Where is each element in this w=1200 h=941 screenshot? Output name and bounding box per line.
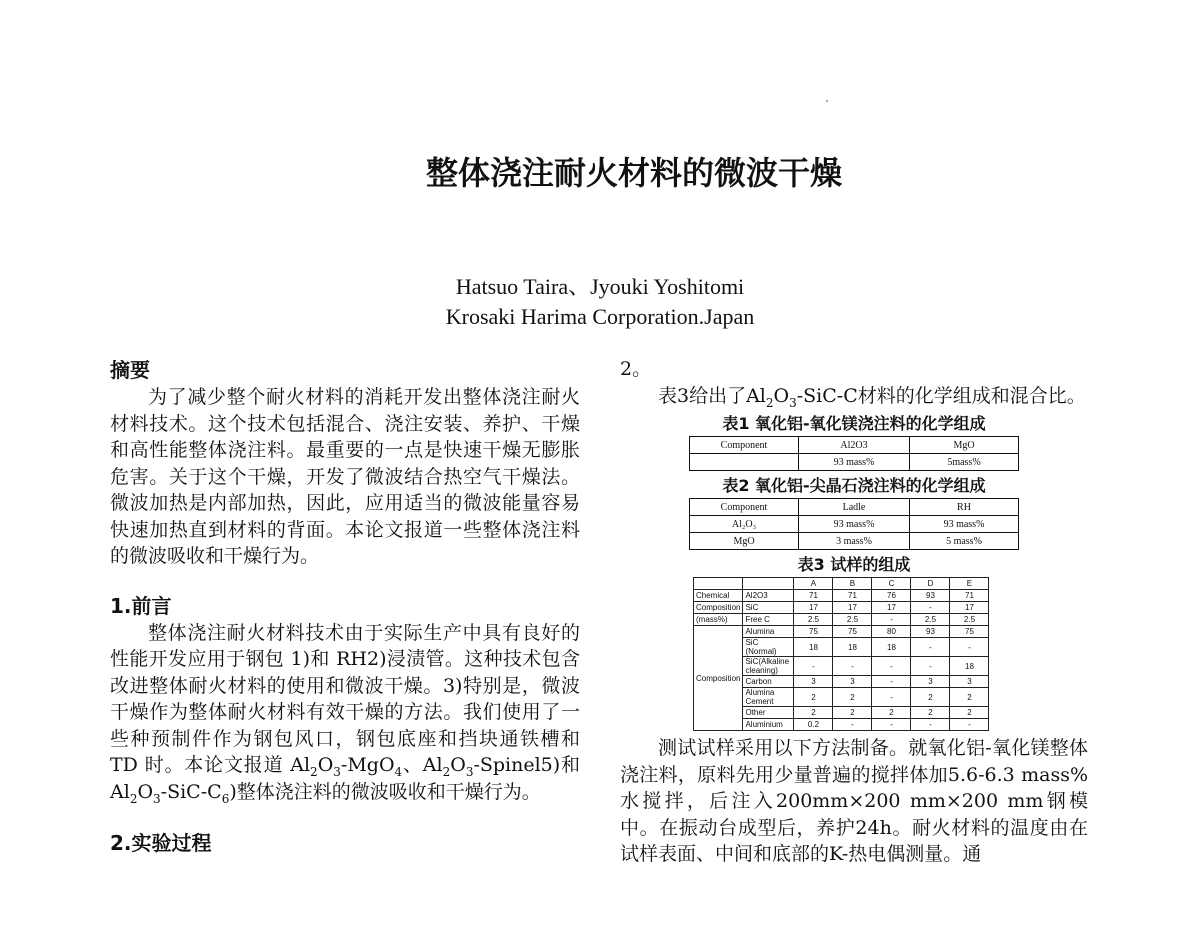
t2-h1: Ladle: [799, 499, 910, 516]
t3-cell: 3: [794, 676, 833, 688]
t3-cell: -: [833, 657, 872, 676]
t3-row-label: Other: [743, 707, 794, 719]
abstract-text: 为了减少整个耐火材料的消耗开发出整体浇注耐火材料技术。这个技术包括混合、浇注安装、养护、干燥和高性能整体浇注料。最重要的一点是快速干燥无膨胀危害。关于这个干燥，开发了微波结合热空气干燥法。微波加热是内部加热，因此，应用适当的微波能量容易快速加热直到材料的背面。本论文报道一些整体浇注料的微波吸收和干燥行为。: [110, 386, 580, 567]
author-block: [0, 272, 1200, 332]
table2-caption: 表2 氧化铝-尖晶石浇注料的化学组成: [722, 476, 986, 495]
affiliation: Krosaki Harima Corporation.Japan: [445, 304, 755, 329]
t3-group1c: (mass%): [694, 614, 743, 626]
t3-cell: 17: [950, 602, 989, 614]
t3-col: B: [833, 578, 872, 590]
t3-cell: 93: [911, 590, 950, 602]
t3-cell: -: [950, 638, 989, 657]
t1-r1: 93 mass%: [799, 454, 910, 471]
t3-cell: -: [872, 657, 911, 676]
t3-cell: 2.5: [950, 614, 989, 626]
t3-cell: -: [872, 614, 911, 626]
t3-cell: 75: [794, 626, 833, 638]
t3-cell: 2: [950, 707, 989, 719]
t3-cell: 2: [872, 707, 911, 719]
t3-cell: 2: [833, 688, 872, 707]
abstract-heading: 摘要: [110, 358, 150, 382]
t1-h1: Al2O3: [799, 437, 910, 454]
t3-col: D: [911, 578, 950, 590]
t3-cell: 2: [950, 688, 989, 707]
t3-cell: -: [911, 719, 950, 731]
t3-cell: 3: [833, 676, 872, 688]
t1-h2: MgO: [910, 437, 1019, 454]
t3-cell: -: [872, 688, 911, 707]
t3-cell: 93: [911, 626, 950, 638]
intro-heading: 1.前言: [110, 593, 172, 618]
t3-cell: 2: [833, 707, 872, 719]
scan-speck: [826, 100, 828, 102]
t3-row-label: Alumina Cement: [743, 688, 794, 707]
t3-cell: 0.2: [794, 719, 833, 731]
t3-cell: 17: [872, 602, 911, 614]
t3-row-label: SiC (Normal): [743, 638, 794, 657]
table3-intro: 表3给出了$Al_2O_3-SiC-C$材料的化学组成和混合比。: [658, 384, 1086, 410]
t2-r1-c1: 3 mass%: [799, 533, 910, 550]
table3: [693, 577, 989, 731]
method-heading: 2.实验过程: [110, 831, 212, 855]
t2-r0-c2: 93 mass%: [910, 516, 1019, 533]
t3-col: C: [872, 578, 911, 590]
continued-text: 2。: [620, 358, 652, 380]
t3-row-label: SiC(Alkaline cleaning): [743, 657, 794, 676]
authors: Hatsuo Taira、Jyouki Yoshitomi: [455, 274, 745, 299]
t2-h0: Component: [690, 499, 799, 516]
t3-cell: -: [950, 719, 989, 731]
t3-row-label: Al2O3: [743, 590, 794, 602]
paper-title: 整体浇注耐火材料的微波干燥: [425, 154, 842, 192]
t3-cell: 2.5: [911, 614, 950, 626]
t3-row-label: Free C: [743, 614, 794, 626]
t3-row-label: SiC: [743, 602, 794, 614]
t3-cell: 18: [794, 638, 833, 657]
t3-row-label: Aluminium: [743, 719, 794, 731]
t3-cell: -: [911, 602, 950, 614]
t3-cell: -: [911, 657, 950, 676]
t2-r0-c1: 93 mass%: [799, 516, 910, 533]
t3-cell: 3: [911, 676, 950, 688]
t3-cell: 18: [950, 657, 989, 676]
table1: [689, 436, 1019, 471]
t2-r0-c0: Al₂O₃: [690, 516, 799, 533]
t3-cell: 2.5: [833, 614, 872, 626]
t2-r1-c2: 5 mass%: [910, 533, 1019, 550]
t3-cell: 3: [950, 676, 989, 688]
t2-h2: RH: [910, 499, 1019, 516]
t3-cell: 71: [833, 590, 872, 602]
t3-col: E: [950, 578, 989, 590]
table3-caption: 表3 试样的组成: [797, 555, 911, 574]
t3-cell: 2: [911, 688, 950, 707]
t3-cell: 18: [872, 638, 911, 657]
t3-cell: 75: [833, 626, 872, 638]
t3-cell: 17: [833, 602, 872, 614]
t3-cell: -: [833, 719, 872, 731]
t3-cell: -: [794, 657, 833, 676]
t3-cell: -: [911, 638, 950, 657]
t2-r1-c0: MgO: [690, 533, 799, 550]
right-column: [620, 356, 1088, 868]
table1-caption: 表1 氧化铝-氧化镁浇注料的化学组成: [722, 414, 986, 433]
t3-cell: 2.5: [794, 614, 833, 626]
t1-r2: 5mass%: [910, 454, 1019, 471]
t3-cell: 80: [872, 626, 911, 638]
t3-cell: 2: [911, 707, 950, 719]
t3-cell: 2: [794, 707, 833, 719]
t3-cell: -: [872, 676, 911, 688]
t3-cell: 75: [950, 626, 989, 638]
t3-cell: 2: [794, 688, 833, 707]
intro-text: 整体浇注耐火材料技术由于实际生产中具有良好的性能开发应用于钢包 1)和 RH2)浸渍管。这种技术包含改进整体耐火材料的使用和微波干燥。3)特别是，微波干燥作为整体耐火材料有效干燥的方法。我们使用了一些种预制件作为钢包风口，钢包底座和挡块通铁槽和 TD 时。本论文报道 $Al_2O_3-MgO_4$、$Al_2O_3-Spinel5$)和 $Al_2O_3-SiC-C_6$)整体浇注料的微波吸收和干燥行为。: [110, 621, 580, 806]
t3-col: A: [794, 578, 833, 590]
t3-cell: 76: [872, 590, 911, 602]
t3-group1a: Chemical: [694, 590, 743, 602]
t1-r0: [690, 454, 799, 471]
t3-cell: 71: [950, 590, 989, 602]
t3-cell: 17: [794, 602, 833, 614]
table2: [689, 498, 1019, 550]
t3-group1b: Composition: [694, 602, 743, 614]
t1-h0: Component: [690, 437, 799, 454]
t3-cell: 71: [794, 590, 833, 602]
left-column: [110, 356, 580, 857]
t3-cell: 18: [833, 638, 872, 657]
t3-group2: Composition: [694, 626, 743, 731]
t3-row-label: Carbon: [743, 676, 794, 688]
sample-prep-text: 测试试样采用以下方法制备。就氧化铝-氧化镁整体浇注料，原料先用少量普遍的搅拌体加5.6-6.3 mass%水搅拌，后注入200mm×200 mm×200 mm钢模中。在振动台成型后，养护24h。耐火材料的温度由在试样表面、中间和底部的K-热电偶测量。通: [620, 737, 1088, 865]
t3-cell: -: [872, 719, 911, 731]
t3-row-label: Alumina: [743, 626, 794, 638]
